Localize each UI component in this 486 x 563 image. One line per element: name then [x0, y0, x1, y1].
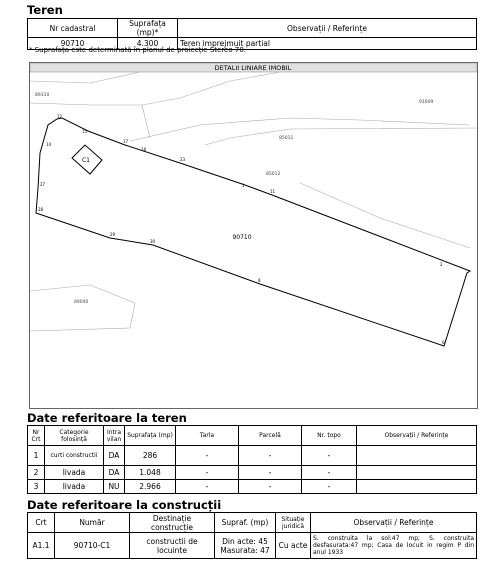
svg-text:6: 6: [442, 340, 445, 345]
header-observatii-constr: Observații / Referințe: [311, 513, 477, 533]
projection-note: * Suprafața este determinată în planul de proiecție Stereo 70.: [29, 46, 247, 54]
cell-tarla: -: [176, 480, 239, 494]
cell-destinatie: constructii de locuinte: [130, 533, 215, 559]
section-title-teren: Teren: [27, 3, 63, 17]
plan-map: [29, 62, 478, 409]
cell-supraf: Din acte: 45 Masurata: 47: [215, 533, 276, 559]
header-numar: Număr: [55, 513, 130, 533]
cell-intravilan: NU: [104, 480, 125, 494]
svg-text:85012: 85012: [266, 172, 281, 177]
header-observatii: Observații / Referințe: [178, 19, 477, 38]
cell-categorie: livada: [45, 480, 104, 494]
svg-text:14: 14: [46, 142, 52, 147]
cell-nr-topo: -: [302, 480, 357, 494]
svg-text:1: 1: [242, 183, 245, 188]
cell-observatii: [357, 446, 477, 466]
section-title-date-teren: Date referitoare la teren: [27, 411, 187, 425]
cell-observatii-constr: S. construita la sol:47 mp; S. construita desfasurata:47 mp; Casa de locuit in regim P din anul 1933: [311, 533, 477, 559]
header-nr-crt: Nr Crt: [28, 426, 45, 446]
svg-text:17: 17: [123, 139, 129, 144]
cell-parcela: -: [239, 480, 302, 494]
header-nr-topo: Nr. topo: [302, 426, 357, 446]
header-categorie: Categorie folosință: [45, 426, 104, 446]
svg-text:18: 18: [141, 147, 147, 152]
plan-title: DETALII LINIARE IMOBIL: [214, 64, 292, 72]
header-destinatie: Destinație construcție: [130, 513, 215, 533]
cell-suprafata: 2.966: [125, 480, 176, 494]
date-constructii-table: [27, 512, 477, 559]
cell-crt: 2: [28, 466, 45, 480]
header-intravilan: Intra vilan: [104, 426, 125, 446]
cell-nr-topo: -: [302, 466, 357, 480]
cell-nr-topo: -: [302, 446, 357, 466]
header-tarla: Tarla: [176, 426, 239, 446]
svg-text:29: 29: [110, 232, 116, 237]
svg-text:2: 2: [440, 262, 443, 267]
header-suprafata: Suprafața (mp)*: [118, 19, 178, 38]
cell-suprafata: 4.300: [118, 38, 178, 50]
svg-text:89040: 89040: [74, 300, 89, 305]
header-parcela: Parcelă: [239, 426, 302, 446]
cell-suprafata: 286: [125, 446, 176, 466]
cell-observatii: Teren imprejmuit partial: [178, 38, 477, 50]
svg-text:30: 30: [150, 239, 156, 244]
cell-crt: 1: [28, 446, 45, 466]
cell-numar: 90710-C1: [55, 533, 130, 559]
plan-drawing: [30, 63, 477, 408]
svg-text:15: 15: [82, 129, 88, 134]
cell-observatii: [357, 466, 477, 480]
cell-crt: 3: [28, 480, 45, 494]
header-situatie: Situație juridică: [276, 513, 311, 533]
cell-categorie: livada: [45, 466, 104, 480]
parcel-boundary: [36, 118, 470, 346]
cell-parcela: -: [239, 446, 302, 466]
cell-parcela: -: [239, 466, 302, 480]
cell-observatii: [357, 480, 477, 494]
cell-intravilan: DA: [104, 466, 125, 480]
cell-nr-cadastral: 90710: [28, 38, 118, 50]
neighbor-boundaries: [30, 72, 477, 331]
svg-text:85011: 85011: [279, 136, 294, 141]
header-observatii-teren: Observații / Referințe: [357, 426, 477, 446]
svg-text:12: 12: [57, 114, 63, 119]
svg-text:23: 23: [180, 157, 186, 162]
header-suprafata-teren: Suprafața (mp): [125, 426, 176, 446]
cell-situatie: Cu acte: [276, 533, 311, 559]
header-crt: Crt: [28, 513, 55, 533]
cell-crt: A1.1: [28, 533, 55, 559]
cell-tarla: -: [176, 446, 239, 466]
svg-text:28: 28: [38, 207, 44, 212]
svg-text:11: 11: [270, 189, 276, 194]
section-title-date-constructii: Date referitoare la construcții: [27, 498, 222, 512]
parcel-label: 90710: [232, 234, 252, 241]
building-label: C1: [81, 157, 91, 164]
svg-text:89310: 89310: [35, 93, 50, 98]
cell-categorie: curti constructii: [45, 446, 104, 466]
header-supraf: Supraf. (mp): [215, 513, 276, 533]
svg-text:91609: 91609: [419, 100, 434, 105]
cell-suprafata: 1.048: [125, 466, 176, 480]
cell-tarla: -: [176, 466, 239, 480]
date-teren-table: [27, 425, 477, 494]
svg-text:27: 27: [40, 182, 46, 187]
header-nr-cadastral: Nr cadastral: [28, 19, 118, 38]
cell-intravilan: DA: [104, 446, 125, 466]
svg-text:8: 8: [258, 278, 261, 283]
vertex-labels: [38, 114, 445, 345]
neighbor-labels: [35, 92, 433, 305]
